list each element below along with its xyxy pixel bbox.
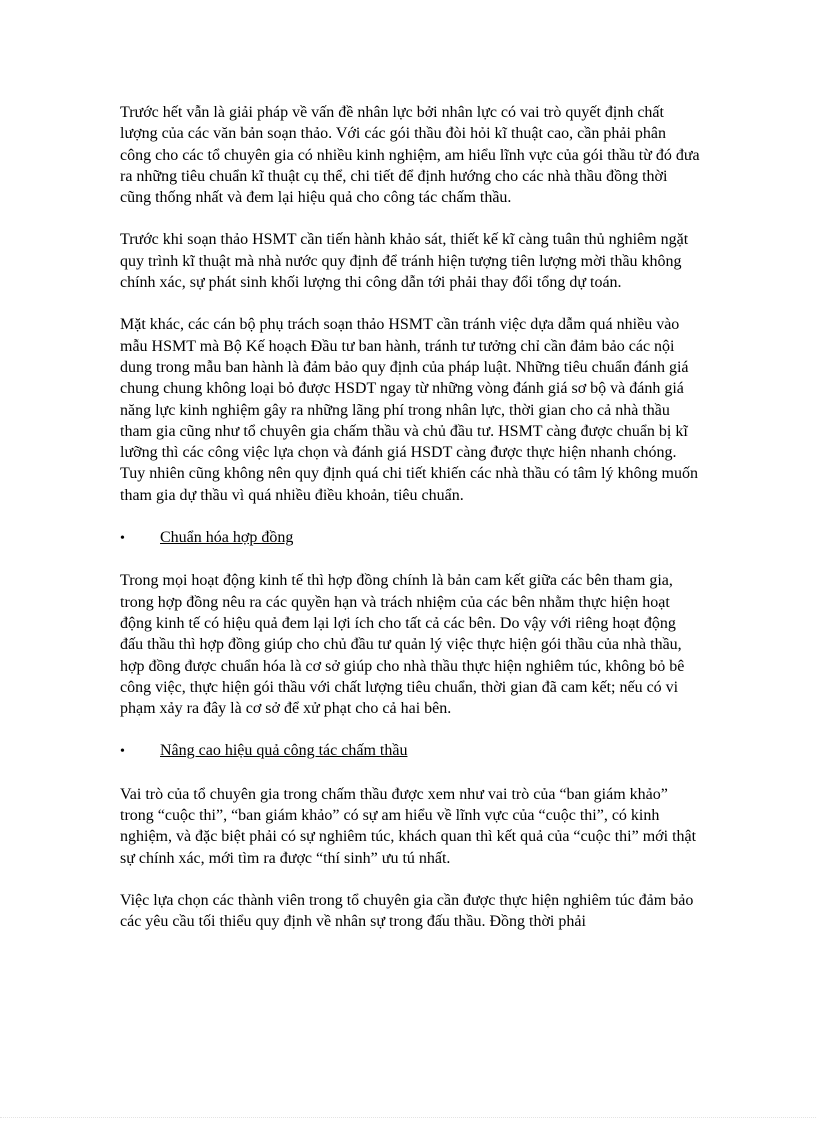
bullet-standardize-contract <box>120 527 700 549</box>
bullet-improve-evaluation <box>120 740 700 762</box>
paragraph-contract: Trong mọi hoạt động kinh tế thì hợp đồng chính là bản cam kết giữa các bên tham gia, trong hợp đồng nêu ra các quyền hạn và trách nhiệm của các bên nhằm thực hiện hoạt động kinh tế có hiệu quả đem lại lợi ích cho tất cả các bên. Do vậy với riêng hoạt động đấu thầu thì hợp đồng giúp cho chủ đầu tư quản lý việc thực hiện gói thầu của nhà thầu, hợp đồng được chuẩn hóa là cơ sở giúp cho nhà thầu thực hiện nghiêm túc, không bỏ bê công việc, thực hiện gói thầu với chất lượng tiêu chuẩn, thời gian đã cam kết; nếu có vi phạm xảy ra đây là cơ sở để xử phạt cho cả hai bên. <box>120 572 685 718</box>
bullet-icon: • <box>120 531 125 547</box>
bullet-icon: • <box>120 744 125 760</box>
bullet-heading-contract: Chuẩn hóa hợp đồng <box>160 529 294 547</box>
bullet-heading-evaluation: Nâng cao hiệu quả công tác chấm thầu <box>160 742 408 760</box>
paragraph-survey-design: Trước khi soạn thảo HSMT cần tiến hành khảo sát, thiết kế kĩ càng tuân thủ nghiêm ngặt quy trình kĩ thuật mà nhà nước quy định để tránh hiện tượng tiên lượng mời thầu không chính xác, sự phát sinh khối lượng thi công dẫn tới phải thay đổi tổng dự toán. <box>120 231 689 292</box>
paragraph-human-resources: Trước hết vẫn là giải pháp về vấn đề nhân lực bởi nhân lực có vai trò quyết định chất lượng của các văn bản soạn thảo. Với các gói thầu đòi hỏi kĩ thuật cao, cần phải phân công cho các tổ chuyên gia có nhiều kinh nghiệm, am hiểu lĩnh vực của gói thầu từ đó đưa ra những tiêu chuẩn kĩ thuật cụ thể, chi tiết để định hướng cho các nhà thầu đồng thời cũng thống nhất và đem lại hiệu quả cho công tác chấm thầu. <box>120 104 700 207</box>
document-body <box>120 102 700 954</box>
paragraph-expert-group: Vai trò của tổ chuyên gia trong chấm thầu được xem như vai trò của “ban giám khảo” trong “cuộc thi”, “ban giám khảo” có sự am hiểu về lĩnh vực của “cuộc thi”, có kinh nghiệm, và đặc biệt phải có sự nghiêm túc, khách quan thì kết quả của “cuộc thi” mới thật sự chính xác, mới tìm ra được “thí sinh” ưu tú nhất. <box>120 785 697 867</box>
page-bottom-divider <box>0 1117 816 1118</box>
paragraph-hsmt-template: Mặt khác, các cán bộ phụ trách soạn thảo HSMT cần tránh việc dựa dẫm quá nhiều vào mẫu HSMT mà Bộ Kế hoạch Đầu tư ban hành, tránh tư tưởng chỉ cần đảm bảo các nội dung trong mẫu ban hành là đảm bảo quy định của pháp luật. Những tiêu chuẩn đánh giá chung chung không loại bỏ được HSDT ngay từ những vòng đánh giá sơ bộ và đánh giá năng lực kinh nghiệm gây ra những lãng phí trong nhân lực, thời gian cho cả nhà thầu tham gia cũng như tổ chuyên gia chấm thầu và chủ đầu tư. HSMT càng được chuẩn bị kĩ lưỡng thì các công việc lựa chọn và đánh giá HSDT càng được thực hiện nhanh chóng. Tuy nhiên cũng không nên quy định quá chi tiết khiến các nhà thầu có tâm lý không muốn tham gia dự thầu vì quá nhiều điều khoản, tiêu chuẩn. <box>120 316 698 504</box>
paragraph-member-selection: Việc lựa chọn các thành viên trong tổ chuyên gia cần được thực hiện nghiêm túc đảm bảo các yêu cầu tối thiểu quy định về nhân sự trong đấu thầu. Đồng thời phải <box>120 891 694 931</box>
